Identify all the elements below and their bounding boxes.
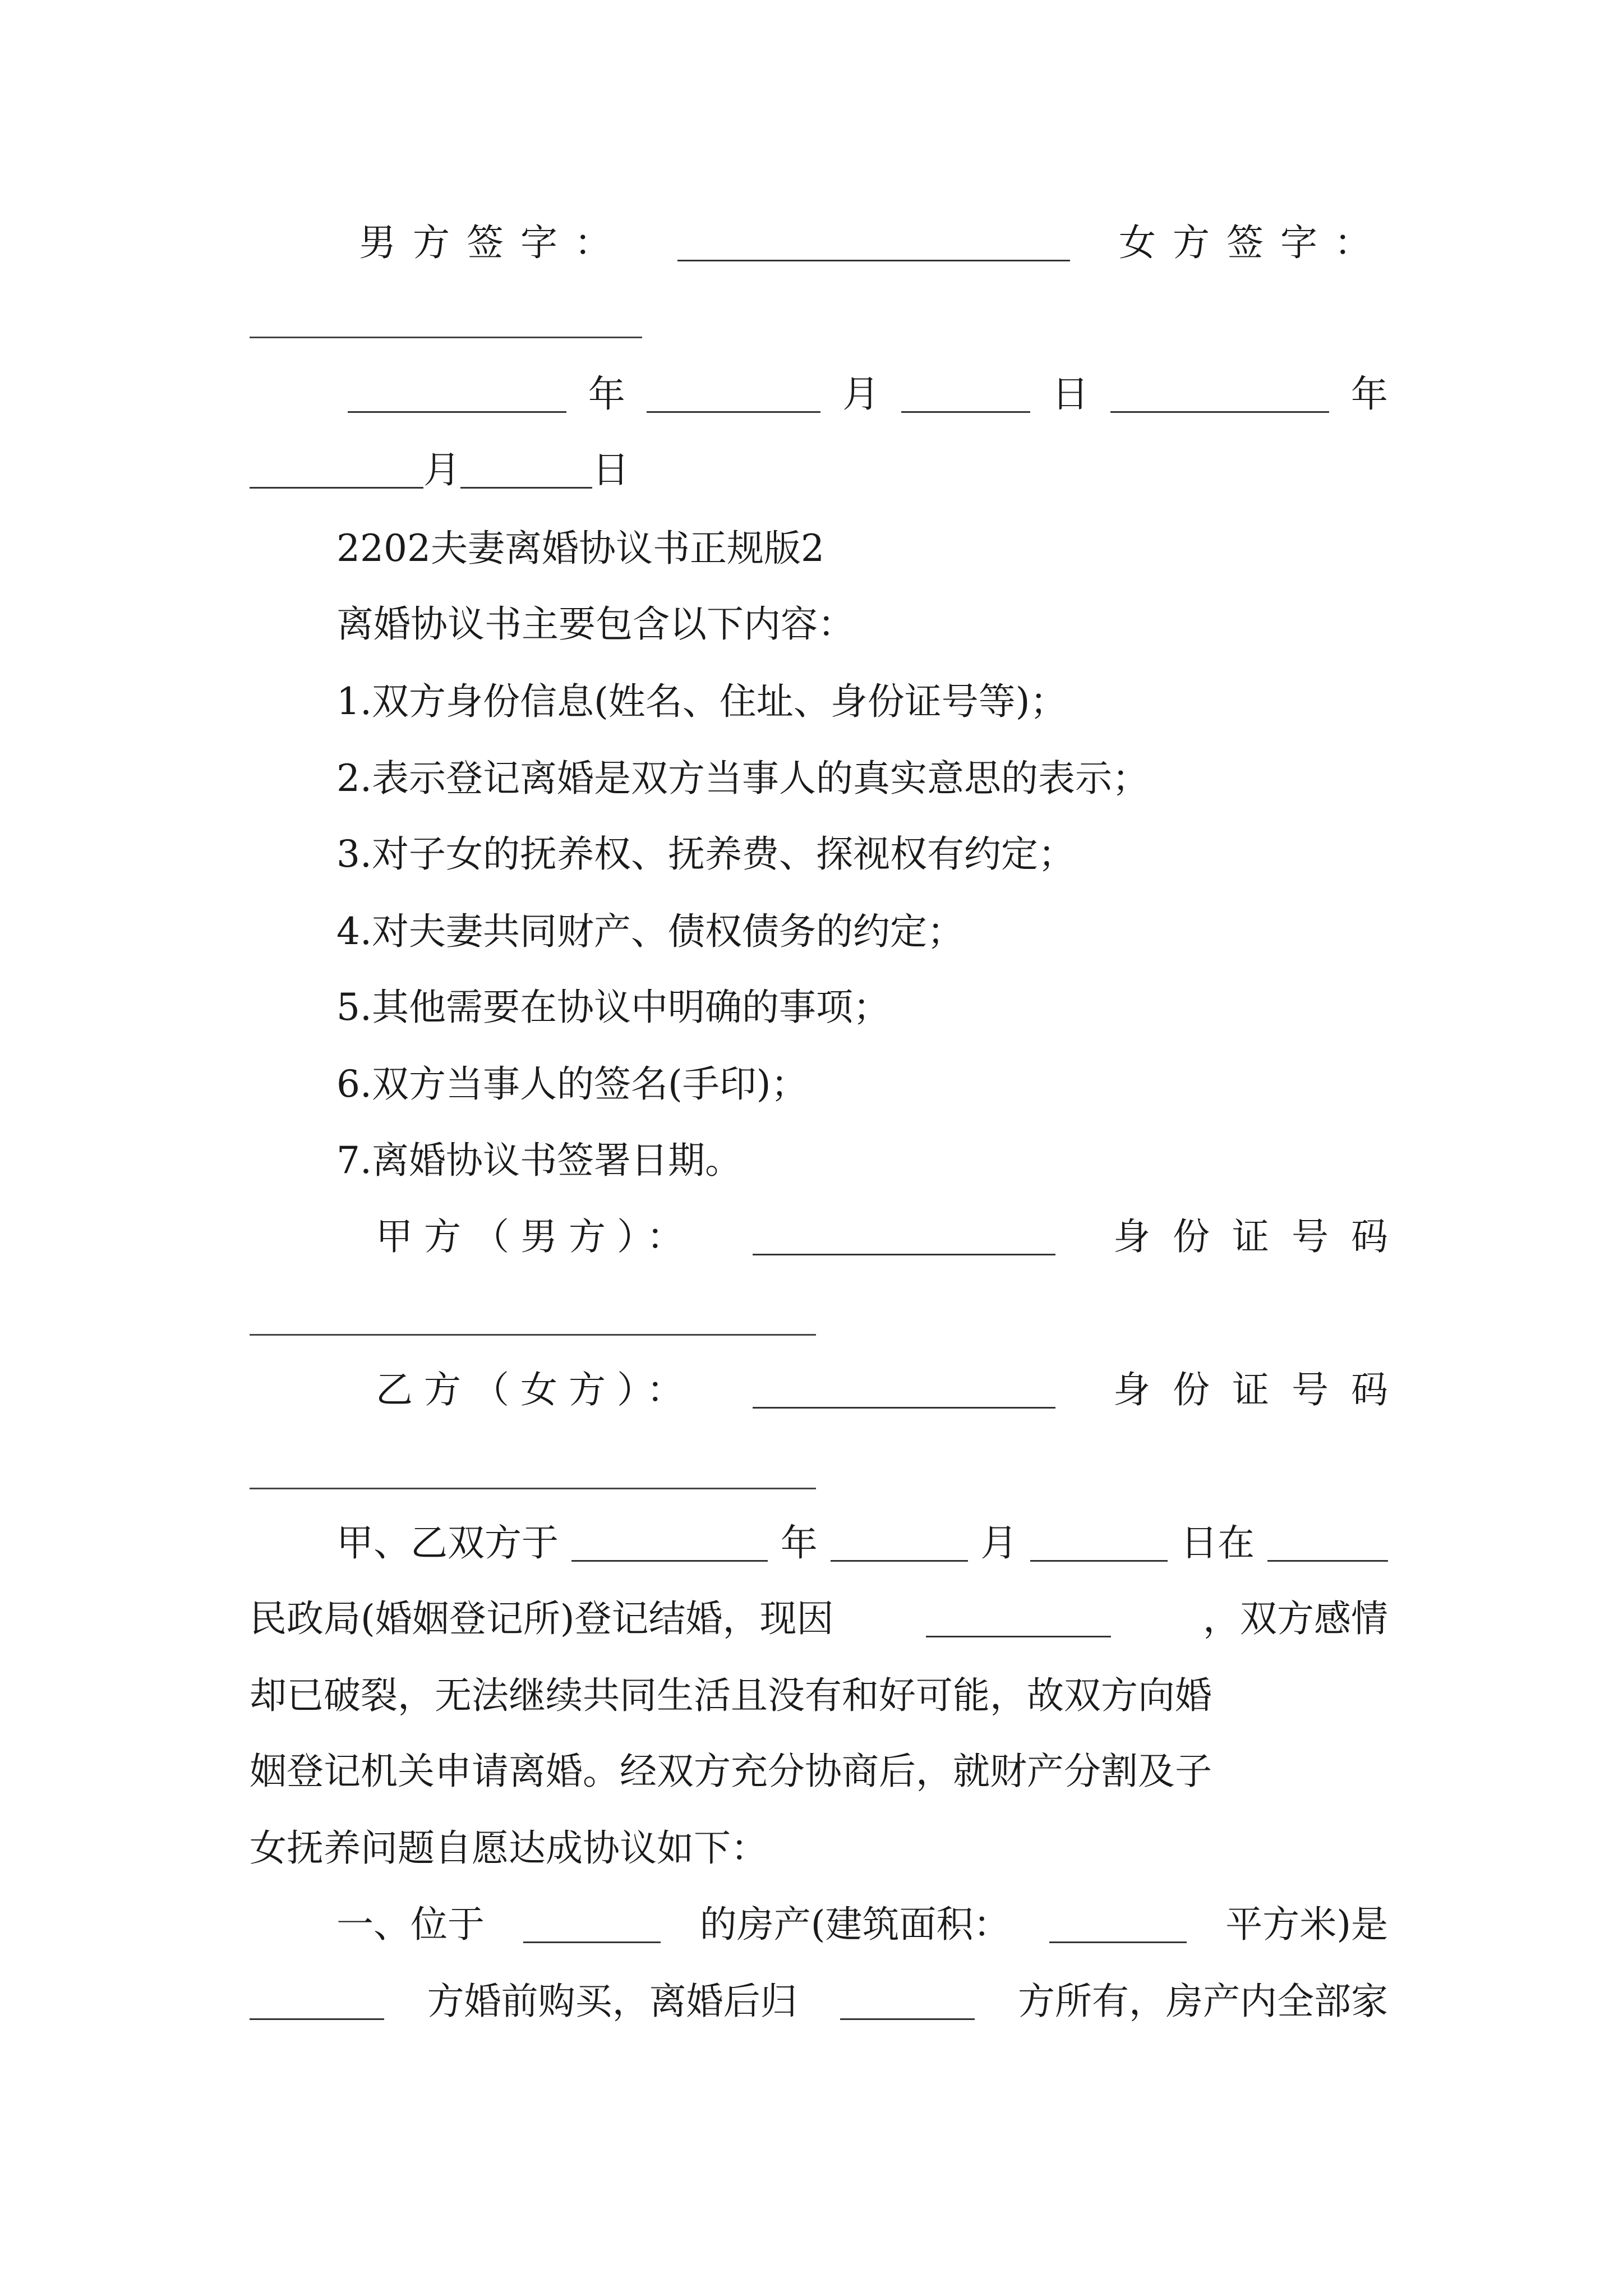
clause-one-line-2 xyxy=(250,1980,1388,2023)
month-label-2: 月 xyxy=(423,448,460,491)
male-signature-label: 男方签字： xyxy=(359,221,628,264)
signature-row xyxy=(359,221,1388,264)
month-label: 月 xyxy=(842,372,880,416)
party-b-label: 乙方（女方）： xyxy=(376,1368,695,1411)
paragraph-text: 甲、乙双方于 xyxy=(336,1521,559,1565)
male-signature-blank[interactable] xyxy=(677,225,1070,261)
list-item-5: 5.其他需要在协议中明确的事项； xyxy=(336,986,890,1029)
day-blank-2[interactable] xyxy=(460,452,592,489)
paragraph-line-2 xyxy=(250,1597,1388,1640)
list-item-2: 2.表示登记离婚是双方当事人的真实意思的表示； xyxy=(336,757,1149,800)
year-label-2: 年 xyxy=(1350,372,1388,416)
paragraph-line-5: 女抚养问题自愿达成协议如下： xyxy=(250,1826,768,1870)
paragraph-text: 民政局(婚姻登记所)登记结婚，现因 xyxy=(250,1597,834,1640)
month-blank[interactable] xyxy=(647,376,820,413)
purchaser-blank[interactable] xyxy=(250,1984,384,2020)
marriage-year-blank[interactable] xyxy=(571,1525,768,1562)
date-row-continued xyxy=(250,448,1388,491)
party-a-id-blank[interactable] xyxy=(250,1334,816,1336)
date-row xyxy=(348,372,1388,416)
female-signature-label: 女方签字： xyxy=(1119,221,1388,264)
property-location-blank[interactable] xyxy=(523,1907,661,1943)
marriage-place-blank[interactable] xyxy=(1267,1525,1388,1562)
paragraph-day: 日在 xyxy=(1181,1521,1255,1565)
female-signature-blank[interactable] xyxy=(250,337,642,338)
year-blank[interactable] xyxy=(348,376,566,413)
clause-text: 一、位于 xyxy=(336,1903,485,1946)
paragraph-year: 年 xyxy=(780,1521,818,1565)
party-b-row xyxy=(376,1368,1410,1411)
list-item-3: 3.对子女的抚养权、抚养费、探视权有约定； xyxy=(336,832,1075,876)
clause-text: 的房产(建筑面积： xyxy=(699,1903,1011,1946)
list-item-6: 6.双方当事人的签名(手印)； xyxy=(336,1062,808,1106)
party-a-name-blank[interactable] xyxy=(753,1219,1055,1255)
clause-text: 方所有，房产内全部家 xyxy=(1017,1980,1388,2023)
clause-text: 平方米)是 xyxy=(1225,1903,1388,1946)
property-area-blank[interactable] xyxy=(1049,1907,1187,1943)
party-a-row xyxy=(376,1215,1410,1258)
section-title: 2202夫妻离婚协议书正规版2 xyxy=(336,527,824,570)
month-blank-2[interactable] xyxy=(250,452,423,489)
intro-text: 离婚协议书主要包含以下内容： xyxy=(336,602,855,646)
list-item-1: 1.双方身份信息(姓名、住址、身份证号等)； xyxy=(336,680,1067,723)
paragraph-month: 月 xyxy=(980,1521,1018,1565)
day-label-2: 日 xyxy=(592,448,629,491)
party-a-label: 甲方（男方）： xyxy=(376,1215,695,1258)
party-a-id-label: 身份证号码 xyxy=(1113,1215,1410,1258)
day-label: 日 xyxy=(1052,372,1089,416)
year-blank-2[interactable] xyxy=(1110,376,1329,413)
list-item-7: 7.离婚协议书签署日期。 xyxy=(336,1139,742,1182)
party-b-id-label: 身份证号码 xyxy=(1113,1368,1410,1411)
clause-one-line-1 xyxy=(336,1903,1388,1946)
list-item-4: 4.对夫妻共同财产、债权债务的约定； xyxy=(336,910,964,953)
party-b-name-blank[interactable] xyxy=(753,1372,1055,1409)
paragraph-line-3: 却已破裂，无法继续共同生活且没有和好可能，故双方向婚 xyxy=(250,1674,1212,1717)
year-label: 年 xyxy=(588,372,625,416)
party-b-id-blank[interactable] xyxy=(250,1488,816,1489)
paragraph-text: ，双方感情 xyxy=(1203,1597,1388,1640)
paragraph-line-1 xyxy=(336,1521,1388,1565)
marriage-month-blank[interactable] xyxy=(831,1525,968,1562)
owner-blank[interactable] xyxy=(840,1984,975,2020)
clause-text: 方婚前购买，离婚后归 xyxy=(427,1980,797,2023)
marriage-day-blank[interactable] xyxy=(1030,1525,1168,1562)
divorce-reason-blank[interactable] xyxy=(926,1601,1111,1637)
paragraph-line-4: 姻登记机关申请离婚。经双方充分协商后，就财产分割及子 xyxy=(250,1750,1212,1793)
day-blank[interactable] xyxy=(901,376,1030,413)
